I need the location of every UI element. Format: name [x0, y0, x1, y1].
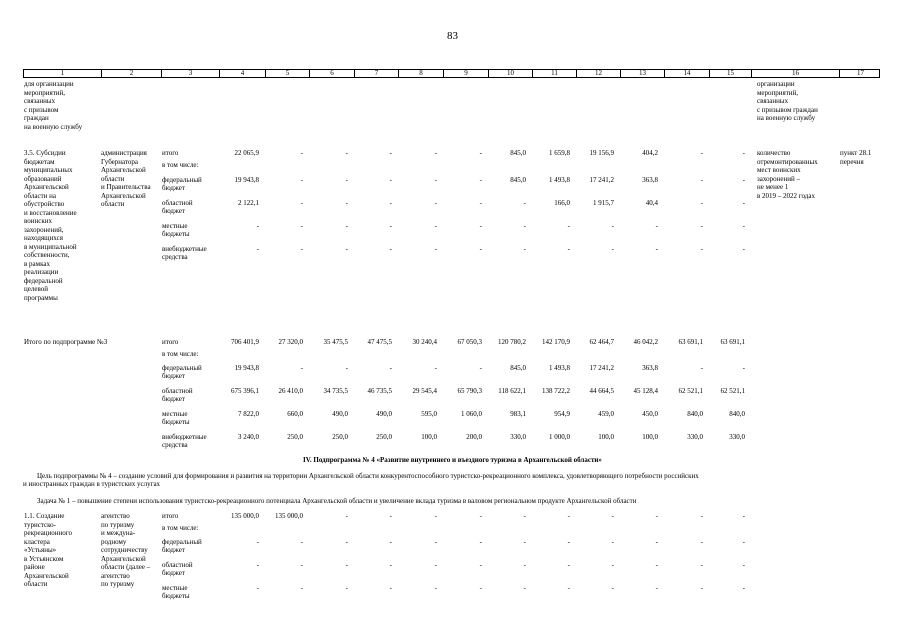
- table-cell-value: -: [700, 222, 703, 230]
- table-cell-value: -: [479, 199, 482, 207]
- table-cell-value: -: [567, 538, 570, 546]
- table-cell-value: -: [611, 222, 614, 230]
- table-row-label: в том числе:: [162, 350, 199, 358]
- table-cell-value: 250,0: [376, 433, 392, 441]
- table-cell-value: -: [434, 538, 437, 546]
- table-cell-value: 1 060,0: [461, 410, 482, 418]
- item-name-text: рекреационного: [24, 529, 72, 537]
- table-cell-value: 675 396,1: [231, 387, 259, 395]
- item-name-text: захоронений,: [24, 225, 64, 234]
- executor-text: родному: [101, 537, 127, 546]
- item-name-text: в муниципальной: [24, 242, 77, 251]
- table-row-label: внебюджетные: [162, 433, 207, 441]
- table-row-label: в том числе:: [162, 161, 199, 169]
- item-name-text: Архангельской: [24, 183, 69, 191]
- table-cell-value: 983,1: [510, 410, 526, 418]
- table-cell-value: -: [700, 199, 703, 207]
- table-cell-value: -: [345, 538, 348, 546]
- executor-text: и Правительства: [101, 183, 151, 191]
- table-cell-value: -: [700, 512, 703, 520]
- item-name-text: в Устьянском: [24, 554, 64, 563]
- cont-col1-text: связанных: [24, 97, 56, 105]
- table-cell-value: -: [700, 149, 703, 157]
- item-name-text: туристско-: [24, 520, 56, 529]
- table-cell-value: -: [655, 561, 658, 569]
- table-row-label: внебюджетные: [162, 245, 207, 253]
- indicator-text: количество: [757, 149, 791, 157]
- table-cell-value: 29 545,4: [412, 387, 437, 395]
- item-name-text: в рамках: [24, 259, 50, 268]
- header-cell: 10: [488, 70, 532, 77]
- executor-text: и междуна-: [101, 529, 136, 537]
- table-cell-value: -: [300, 176, 303, 184]
- table-cell-value: -: [434, 245, 437, 253]
- table-cell-value: -: [256, 222, 259, 230]
- table-cell-value: 17 241,2: [589, 364, 614, 372]
- table-cell-value: 450,0: [642, 410, 658, 418]
- table-cell-value: -: [479, 584, 482, 592]
- table-cell-value: -: [567, 222, 570, 230]
- table-cell-value: -: [300, 222, 303, 230]
- table-cell-value: -: [523, 584, 526, 592]
- table-cell-value: 19 943,8: [234, 176, 259, 184]
- table-cell-value: -: [479, 512, 482, 520]
- section-title: IV. Подпрограмма № 4 «Развитие внутреннего и въездного туризма в Архангельской области»: [303, 456, 602, 464]
- subprogram-goal-line-1: Цель подпрограммы № 4 – создание условий для формирования и развития на территории Архангельской области конкурентоспособного туристско-рекреационного комплекса, удовлетворяющего потребности российских: [37, 472, 699, 480]
- indicator-text: в 2019 – 2022 годах: [757, 191, 815, 200]
- table-cell-value: -: [742, 245, 745, 253]
- table-cell-value: -: [389, 538, 392, 546]
- table-cell-value: -: [300, 245, 303, 253]
- table-cell-value: -: [256, 561, 259, 569]
- table-cell-value: -: [434, 176, 437, 184]
- table-cell-value: -: [655, 584, 658, 592]
- indicator-text: не менее 1: [757, 183, 789, 191]
- table-cell-value: -: [742, 176, 745, 184]
- cont-col16-text: на военную службу: [757, 114, 816, 122]
- table-row-label: бюджет: [162, 184, 185, 192]
- executor-text: области: [101, 200, 125, 208]
- table-cell-value: -: [434, 512, 437, 520]
- executor-text: агентство: [101, 512, 130, 520]
- item-name-text: Архангельской: [24, 571, 69, 580]
- executor-text: Архангельской: [101, 191, 146, 200]
- table-cell-value: 3 240,0: [238, 433, 259, 441]
- table-cell-value: -: [300, 149, 303, 157]
- table-cell-value: -: [655, 512, 658, 520]
- item-name-text: и восстановление: [24, 208, 77, 217]
- table-cell-value: -: [345, 561, 348, 569]
- table-cell-value: 118 622,1: [498, 387, 526, 395]
- table-cell-value: -: [434, 199, 437, 207]
- table-cell-value: 660,0: [287, 410, 303, 418]
- item-name-text: кластера: [24, 537, 50, 546]
- table-row-label: бюджет: [162, 546, 185, 554]
- header-cell: 12: [576, 70, 620, 77]
- table-cell-value: -: [523, 561, 526, 569]
- table-cell-value: 706 401,9: [231, 338, 259, 346]
- table-cell-value: 250,0: [287, 433, 303, 441]
- table-cell-value: -: [479, 149, 482, 157]
- table-cell-value: 65 790,3: [457, 387, 482, 395]
- item-name-text: области: [24, 580, 48, 588]
- table-row-label: местные: [162, 584, 188, 592]
- table-row-label: бюджет: [162, 395, 185, 403]
- table-cell-value: -: [389, 364, 392, 372]
- table-row-label: местные: [162, 222, 188, 230]
- table-cell-value: 200,0: [466, 433, 482, 441]
- table-cell-value: -: [256, 538, 259, 546]
- table-cell-value: -: [479, 245, 482, 253]
- header-cell: 9: [443, 70, 488, 77]
- table-cell-value: -: [345, 584, 348, 592]
- table-cell-value: -: [742, 199, 745, 207]
- item-name-text: «Устьяны»: [24, 546, 57, 554]
- table-cell-value: 35 475,5: [323, 338, 348, 346]
- table-cell-value: -: [700, 245, 703, 253]
- table-cell-value: -: [345, 222, 348, 230]
- table-row-label: областной: [162, 199, 193, 207]
- executor-text: по туризму: [101, 580, 135, 588]
- table-cell-value: -: [479, 222, 482, 230]
- header-cell: 11: [532, 70, 576, 77]
- table-cell-value: -: [523, 512, 526, 520]
- table-row-label: итого: [162, 149, 179, 157]
- table-cell-value: -: [523, 199, 526, 207]
- table-cell-value: 595,0: [421, 410, 437, 418]
- table-cell-value: 1 659,8: [549, 149, 570, 157]
- table-cell-value: -: [389, 245, 392, 253]
- table-cell-value: -: [611, 245, 614, 253]
- table-cell-value: -: [742, 512, 745, 520]
- executor-text: Архангельской: [101, 554, 146, 563]
- table-cell-value: 27 320,0: [278, 338, 303, 346]
- executor-text: сотрудничеству: [101, 546, 148, 554]
- table-cell-value: 363,8: [642, 364, 658, 372]
- table-cell-value: -: [256, 245, 259, 253]
- item-name-text: обустройство: [24, 200, 65, 208]
- table-header-row: [23, 69, 880, 78]
- table-cell-value: 404,2: [642, 149, 658, 157]
- table-cell-value: -: [655, 245, 658, 253]
- header-cell: 2: [101, 70, 161, 77]
- table-cell-value: -: [389, 149, 392, 157]
- item-name-text: воинских: [24, 217, 53, 225]
- table-cell-value: 490,0: [332, 410, 348, 418]
- table-cell-value: -: [700, 176, 703, 184]
- reference-text: пункт 28.1: [840, 149, 872, 157]
- table-cell-value: -: [434, 222, 437, 230]
- table-cell-value: 330,0: [687, 433, 703, 441]
- table-cell-value: -: [345, 149, 348, 157]
- table-cell-value: 62 521,1: [720, 387, 745, 395]
- cont-col1-text: мероприятий,: [24, 88, 66, 97]
- indicator-text: мест воинских: [757, 166, 801, 174]
- header-cell: 16: [751, 70, 839, 77]
- table-cell-value: 166,0: [554, 199, 570, 207]
- table-cell-value: -: [567, 245, 570, 253]
- table-row-label: средства: [162, 253, 188, 261]
- item-name-text: 1.1. Создание: [24, 512, 65, 520]
- table-row-label: федеральный: [162, 364, 202, 372]
- table-row-label: итого: [162, 338, 179, 346]
- table-cell-value: -: [389, 561, 392, 569]
- table-row-label: итого: [162, 512, 179, 520]
- table-cell-value: 138 722,2: [542, 387, 570, 395]
- table-cell-value: -: [700, 584, 703, 592]
- table-cell-value: 63 691,1: [678, 338, 703, 346]
- table-cell-value: -: [345, 512, 348, 520]
- table-cell-value: -: [742, 561, 745, 569]
- table-cell-value: -: [700, 364, 703, 372]
- table-cell-value: -: [300, 364, 303, 372]
- table-cell-value: -: [434, 364, 437, 372]
- table-row-label: федеральный: [162, 538, 202, 546]
- executor-text: области (далее –: [101, 563, 151, 571]
- subprogram-task: Задача № 1 – повышение степени использования туристско-рекреационного потенциала Архангельской области и увеличение вклада туризма в валовом региональном продукте Архангельской области: [37, 497, 637, 505]
- table-cell-value: -: [479, 364, 482, 372]
- table-cell-value: 250,0: [332, 433, 348, 441]
- table-cell-value: -: [523, 245, 526, 253]
- total-title: Итого по подпрограмме №3: [24, 338, 108, 346]
- table-cell-value: -: [479, 538, 482, 546]
- table-cell-value: 845,0: [510, 149, 526, 157]
- header-cell: 17: [839, 70, 881, 77]
- table-cell-value: 459,0: [598, 410, 614, 418]
- table-row-label: бюджет: [162, 372, 185, 380]
- table-cell-value: -: [611, 561, 614, 569]
- table-cell-value: 135 000,0: [275, 512, 303, 520]
- table-cell-value: 46 735,5: [367, 387, 392, 395]
- subprogram-goal-cont: и иностранных граждан в туристских услугах: [23, 480, 161, 488]
- header-cell: 14: [664, 70, 709, 77]
- table-cell-value: 954,9: [554, 410, 570, 418]
- table-cell-value: 17 241,2: [589, 176, 614, 184]
- table-cell-value: -: [655, 222, 658, 230]
- executor-text: Губернатора: [101, 157, 139, 166]
- item-name-text: программы: [24, 293, 58, 302]
- item-name-text: собственности,: [24, 251, 70, 259]
- cont-col1-text: на военную службу: [24, 122, 83, 131]
- table-cell-value: 40,4: [645, 199, 658, 207]
- table-cell-value: -: [567, 561, 570, 569]
- table-cell-value: 330,0: [510, 433, 526, 441]
- table-row-label: бюджет: [162, 569, 185, 577]
- table-cell-value: -: [523, 222, 526, 230]
- item-name-text: муниципальных: [24, 166, 73, 174]
- table-row-label: средства: [162, 441, 188, 449]
- item-name-text: реализации: [24, 268, 59, 276]
- cont-col16-text: мероприятий,: [757, 88, 799, 97]
- table-cell-value: 840,0: [687, 410, 703, 418]
- executor-text: области: [101, 174, 125, 183]
- header-cell: 7: [354, 70, 398, 77]
- table-cell-value: -: [389, 199, 392, 207]
- header-cell: 15: [709, 70, 751, 77]
- table-row-label: бюджеты: [162, 418, 190, 426]
- table-cell-value: 62 521,1: [678, 387, 703, 395]
- indicator-text: отремонтированных: [757, 157, 818, 166]
- table-cell-value: -: [300, 584, 303, 592]
- table-cell-value: -: [300, 561, 303, 569]
- table-row-label: местные: [162, 410, 188, 418]
- table-cell-value: 845,0: [510, 176, 526, 184]
- table-cell-value: -: [389, 512, 392, 520]
- table-cell-value: -: [300, 538, 303, 546]
- table-cell-value: 2 122,1: [238, 199, 259, 207]
- table-cell-value: -: [345, 176, 348, 184]
- cont-col1-text: с призывом: [24, 105, 59, 114]
- table-cell-value: 142 170,9: [542, 338, 570, 346]
- item-name-text: бюджетам: [24, 157, 55, 166]
- table-cell-value: 19 156,9: [589, 149, 614, 157]
- cont-col16-text: с призывом граждан: [757, 105, 818, 114]
- cont-col16-text: связанных: [757, 97, 789, 105]
- table-cell-value: 840,0: [729, 410, 745, 418]
- executor-text: администрация: [101, 149, 147, 157]
- page-number: 83: [447, 30, 458, 42]
- table-cell-value: 47 475,5: [367, 338, 392, 346]
- table-row-label: федеральный: [162, 176, 202, 184]
- item-name-text: целевой: [24, 285, 48, 293]
- table-cell-value: 62 464,7: [589, 338, 614, 346]
- header-cell: 4: [219, 70, 265, 77]
- executor-text: по туризму: [101, 520, 135, 529]
- table-cell-value: -: [523, 538, 526, 546]
- table-cell-value: -: [742, 222, 745, 230]
- item-name-text: находящихся: [24, 234, 63, 242]
- table-cell-value: 1 000,0: [549, 433, 570, 441]
- table-cell-value: 30 240,4: [412, 338, 437, 346]
- table-cell-value: -: [742, 584, 745, 592]
- table-cell-value: 100,0: [421, 433, 437, 441]
- table-row-label: областной: [162, 387, 193, 395]
- executor-text: агентство: [101, 571, 130, 580]
- table-cell-value: 135 000,0: [231, 512, 259, 520]
- table-cell-value: -: [567, 584, 570, 592]
- table-row-label: в том числе:: [162, 524, 199, 532]
- table-cell-value: -: [611, 538, 614, 546]
- cont-col16-text: организации: [757, 80, 795, 88]
- executor-text: Архангельской: [101, 166, 146, 174]
- table-cell-value: -: [479, 561, 482, 569]
- table-cell-value: -: [567, 512, 570, 520]
- table-cell-value: 44 664,5: [589, 387, 614, 395]
- header-cell: 13: [620, 70, 664, 77]
- table-cell-value: 22 065,9: [234, 149, 259, 157]
- cont-col1-text: для организации: [24, 80, 74, 88]
- table-cell-value: -: [742, 149, 745, 157]
- table-cell-value: 490,0: [376, 410, 392, 418]
- table-cell-value: -: [434, 561, 437, 569]
- table-cell-value: 19 943,8: [234, 364, 259, 372]
- table-cell-value: 845,0: [510, 364, 526, 372]
- table-cell-value: 100,0: [642, 433, 658, 441]
- table-cell-value: 67 050,3: [457, 338, 482, 346]
- table-cell-value: -: [700, 561, 703, 569]
- indicator-text: захоронений –: [757, 174, 800, 183]
- table-cell-value: 63 691,1: [720, 338, 745, 346]
- header-cell: 1: [60, 69, 65, 77]
- table-row-label: бюджеты: [162, 230, 190, 238]
- table-cell-value: 7 822,0: [238, 410, 259, 418]
- table-cell-value: 1 915,7: [593, 199, 614, 207]
- table-cell-value: -: [742, 538, 745, 546]
- table-row-label: бюджет: [162, 207, 185, 215]
- cont-col1-text: граждан: [24, 114, 49, 122]
- item-name-text: федеральной: [24, 276, 63, 285]
- table-row-label: бюджеты: [162, 592, 190, 600]
- header-cell: 6: [309, 70, 354, 77]
- table-cell-value: -: [611, 512, 614, 520]
- table-cell-value: 120 780,2: [498, 338, 526, 346]
- table-cell-value: -: [345, 199, 348, 207]
- item-name-text: районе: [24, 563, 45, 571]
- table-cell-value: 46 042,2: [633, 338, 658, 346]
- item-name-text: 3.5. Субсидии: [24, 149, 66, 157]
- header-cell: 8: [398, 70, 443, 77]
- table-cell-value: -: [345, 364, 348, 372]
- item-name-text: области на: [24, 191, 57, 200]
- reference-text: перечня: [840, 157, 864, 166]
- table-cell-value: -: [345, 245, 348, 253]
- table-cell-value: -: [742, 364, 745, 372]
- table-row-label: областной: [162, 561, 193, 569]
- table-cell-value: 100,0: [598, 433, 614, 441]
- table-cell-value: -: [479, 176, 482, 184]
- table-cell-value: -: [256, 584, 259, 592]
- table-cell-value: 34 735,5: [323, 387, 348, 395]
- table-cell-value: -: [700, 538, 703, 546]
- table-cell-value: -: [434, 149, 437, 157]
- header-cell: 5: [265, 70, 309, 77]
- table-cell-value: -: [434, 584, 437, 592]
- table-cell-value: 26 410,0: [278, 387, 303, 395]
- table-cell-value: -: [611, 584, 614, 592]
- table-cell-value: 330,0: [729, 433, 745, 441]
- table-cell-value: -: [389, 584, 392, 592]
- table-cell-value: -: [389, 222, 392, 230]
- subprogram-goal: [23, 472, 883, 480]
- table-cell-value: -: [389, 176, 392, 184]
- header-cell: 3: [161, 70, 219, 77]
- table-cell-value: 45 128,4: [633, 387, 658, 395]
- table-cell-value: -: [300, 199, 303, 207]
- item-name-text: образований: [24, 174, 62, 183]
- table-cell-value: 363,8: [642, 176, 658, 184]
- table-cell-value: 1 493,8: [549, 176, 570, 184]
- table-cell-value: 1 493,8: [549, 364, 570, 372]
- table-cell-value: -: [655, 538, 658, 546]
